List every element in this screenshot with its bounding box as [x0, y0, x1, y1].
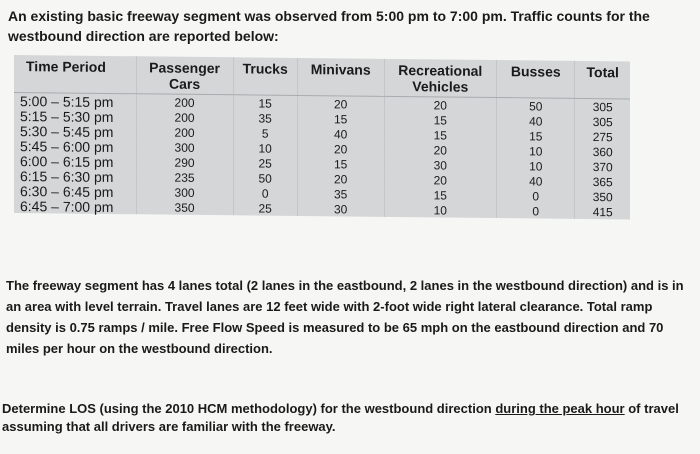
cell-recreational-vehicles: 10 — [384, 202, 496, 218]
cell-minivans: 40 — [297, 126, 384, 142]
freeway-description: The freeway segment has 4 lanes total (2 lanes in the eastbound, 2 lanes in the westbound direction) and is in an area with level terrain. Travel lanes are 12 feet wide with 2-foot wide right lateral clearance. Total ramp density is 0.75 ramps / mile. Free Flow Speed is measured to be 65 mph on the eastbound direction and 70 miles per hour on the westbound direction. — [6, 278, 684, 356]
cell-busses: 40 — [497, 113, 575, 129]
cell-total: 305 — [592, 100, 613, 115]
cell-total: 415 — [592, 205, 613, 220]
cell-time-period: 5:30 – 5:45 pm — [14, 123, 136, 139]
cell-time-period: 6:45 – 7:00 pm — [14, 198, 136, 214]
cell-minivans: 20 — [297, 141, 384, 157]
cell-recreational-vehicles: 20 — [384, 142, 496, 158]
cell-minivans: 15 — [297, 111, 384, 127]
cell-passenger-cars: 200 — [136, 94, 233, 111]
cell-time-period: 5:45 – 6:00 pm — [14, 138, 136, 154]
traffic-count-table — [14, 55, 630, 219]
cell-recreational-vehicles: 20 — [384, 96, 496, 113]
header-trucks: Trucks — [233, 57, 297, 95]
cell-total: 275 — [592, 130, 613, 145]
cell-busses: 10 — [497, 143, 575, 159]
question-part2: of travel assuming that all drivers are familiar with the freeway. — [2, 401, 679, 434]
question-underlined: during the peak hour — [495, 401, 625, 416]
cell-trucks: 15 — [233, 95, 297, 111]
cell-trucks: 10 — [233, 140, 297, 156]
header-busses: Busses — [497, 60, 575, 98]
cell-busses: 0 — [497, 188, 575, 204]
cell-recreational-vehicles: 20 — [384, 172, 496, 188]
cell-recreational-vehicles: 15 — [384, 112, 496, 128]
cell-trucks: 50 — [233, 170, 297, 186]
header-total: Total — [575, 61, 630, 99]
cell-time-period: 5:00 – 5:15 pm — [14, 93, 136, 110]
cell-minivans: 15 — [297, 156, 384, 172]
cell-minivans: 35 — [297, 186, 384, 202]
cell-passenger-cars: 235 — [136, 169, 233, 185]
cell-recreational-vehicles: 15 — [384, 127, 496, 143]
cell-recreational-vehicles: 15 — [384, 187, 496, 203]
cell-busses: 40 — [497, 173, 575, 189]
cell-total: 370 — [592, 160, 613, 175]
cell-trucks: 5 — [233, 125, 297, 141]
cell-recreational-vehicles: 30 — [384, 157, 496, 173]
table-header-row — [14, 55, 630, 99]
cell-minivans: 20 — [297, 171, 384, 187]
header-time-period: Time Period — [14, 55, 136, 94]
header-passenger-cars: Passenger Cars — [136, 56, 233, 95]
question-text — [2, 400, 692, 436]
cell-trucks: 0 — [233, 185, 297, 201]
cell-time-period: 6:00 – 6:15 pm — [14, 153, 136, 169]
cell-busses: 10 — [497, 158, 575, 174]
cell-passenger-cars: 300 — [136, 139, 233, 155]
cell-trucks: 35 — [233, 110, 297, 126]
cell-time-period: 5:15 – 5:30 pm — [14, 108, 136, 124]
cell-passenger-cars: 290 — [136, 154, 233, 170]
cell-trucks: 25 — [233, 155, 297, 171]
cell-total: 350 — [592, 190, 613, 205]
cell-time-period: 6:30 – 6:45 pm — [14, 183, 136, 199]
cell-passenger-cars: 200 — [136, 124, 233, 140]
header-minivans: Minivans — [297, 58, 384, 96]
cell-busses: 0 — [497, 203, 575, 219]
cell-total: 360 — [592, 145, 613, 160]
question-part1: Determine LOS (using the 2010 HCM methodology) for the westbound direction — [2, 401, 496, 416]
cell-busses: 50 — [497, 98, 575, 114]
cell-passenger-cars: 350 — [136, 199, 233, 215]
cell-total: 305 — [592, 115, 613, 130]
cell-passenger-cars: 300 — [136, 184, 233, 200]
cell-time-period: 6:15 – 6:30 pm — [14, 168, 136, 184]
cell-total: 365 — [592, 175, 613, 190]
cell-busses: 15 — [497, 128, 575, 144]
intro-text: An existing basic freeway segment was observed from 5:00 pm to 7:00 pm. Traffic counts for the westbound direction are reported below: — [8, 8, 650, 44]
cell-passenger-cars: 200 — [136, 109, 233, 125]
header-recreational-vehicles: Recreational Vehicles — [384, 59, 496, 98]
cell-minivans: 30 — [297, 201, 384, 217]
cell-trucks: 25 — [233, 200, 297, 216]
cell-minivans: 20 — [297, 95, 384, 111]
